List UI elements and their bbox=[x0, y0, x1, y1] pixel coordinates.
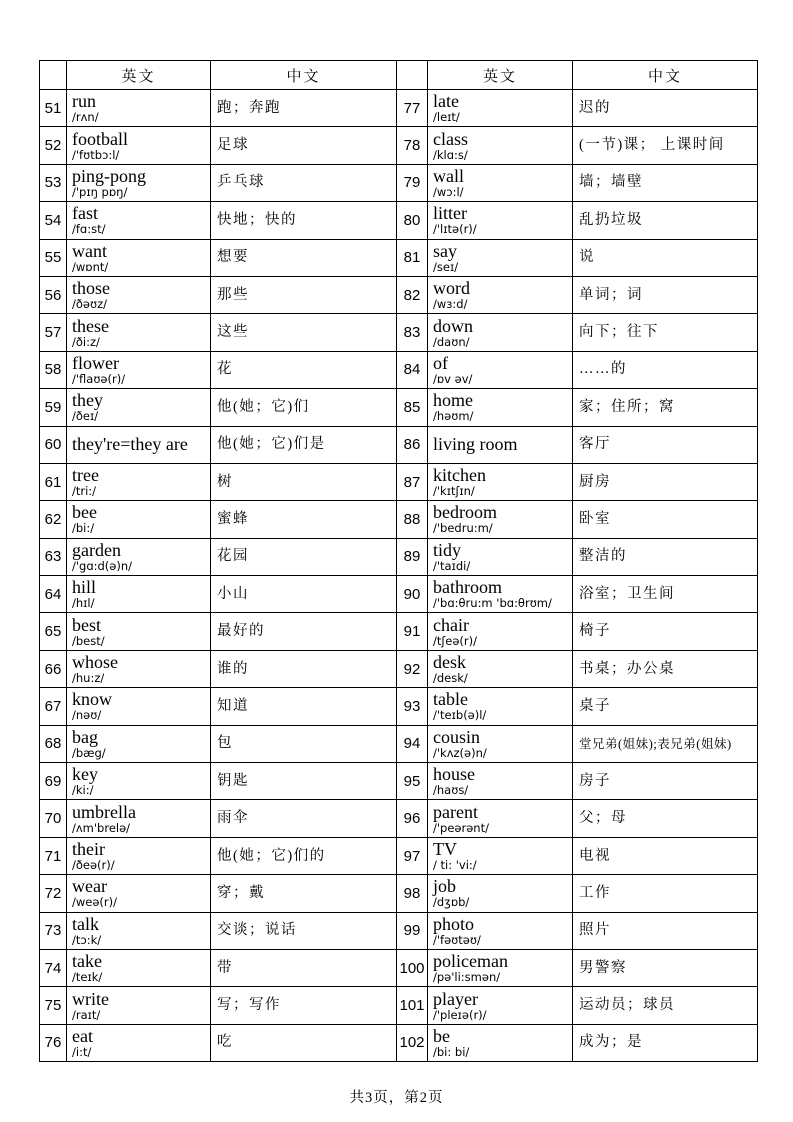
table-row bbox=[40, 912, 758, 949]
english-word: wall bbox=[433, 165, 464, 186]
row-number: 66 bbox=[40, 650, 67, 687]
chinese-meaning: 厨房 bbox=[573, 463, 758, 500]
chinese-meaning: 蜜蜂 bbox=[211, 501, 397, 538]
row-number: 53 bbox=[40, 164, 67, 201]
vocab-table-body bbox=[40, 90, 758, 1062]
row-number: 94 bbox=[397, 725, 428, 762]
phonetic: /klɑ:s/ bbox=[433, 147, 468, 162]
table-row bbox=[40, 650, 758, 687]
chinese-meaning: 足球 bbox=[211, 127, 397, 164]
row-number: 98 bbox=[397, 875, 428, 912]
english-word: wear bbox=[72, 876, 107, 897]
row-number: 56 bbox=[40, 276, 67, 313]
chinese-meaning: 这些 bbox=[211, 314, 397, 351]
english-word: policeman bbox=[433, 951, 508, 972]
english-word: house bbox=[433, 764, 475, 785]
english-word: whose bbox=[72, 652, 118, 673]
phonetic: /dʒɒb/ bbox=[433, 895, 470, 910]
english-cell bbox=[67, 576, 211, 613]
row-number: 93 bbox=[397, 688, 428, 725]
english-word: parent bbox=[433, 801, 478, 822]
phonetic: /hu:z/ bbox=[72, 671, 105, 686]
english-word: home bbox=[433, 390, 473, 411]
english-word: late bbox=[433, 91, 459, 112]
row-number: 85 bbox=[397, 389, 428, 426]
phonetic: /weə(r)/ bbox=[72, 895, 118, 910]
phonetic: /'taɪdi/ bbox=[433, 558, 471, 573]
english-word: those bbox=[72, 278, 110, 299]
chinese-meaning: 他(她；它)们的 bbox=[211, 837, 397, 874]
english-word: tree bbox=[72, 465, 99, 486]
phonetic: /'bɑ:θru:m 'bɑ:θrʊm/ bbox=[433, 596, 552, 611]
english-cell bbox=[428, 576, 573, 613]
chinese-meaning: 堂兄弟(姐妹);表兄弟(姐妹) bbox=[573, 725, 758, 762]
phonetic: /'flaʊə(r)/ bbox=[72, 371, 126, 386]
english-word: living room bbox=[433, 434, 518, 455]
phonetic: /'bedru:m/ bbox=[433, 521, 493, 536]
phonetic: /tʃeə(r)/ bbox=[433, 633, 477, 648]
header-english-left: 英文 bbox=[67, 61, 211, 90]
phonetic: /bi: bi/ bbox=[433, 1044, 470, 1059]
phonetic: /desk/ bbox=[433, 671, 468, 686]
english-word: write bbox=[72, 988, 109, 1009]
english-cell bbox=[428, 538, 573, 575]
english-word: say bbox=[433, 240, 457, 261]
english-cell bbox=[428, 725, 573, 762]
phonetic: /i:t/ bbox=[72, 1044, 92, 1059]
header-row bbox=[40, 61, 758, 90]
english-cell bbox=[428, 239, 573, 276]
chinese-meaning: 他(她；它)们 bbox=[211, 389, 397, 426]
english-cell bbox=[67, 763, 211, 800]
english-cell bbox=[67, 389, 211, 426]
english-word: bedroom bbox=[433, 502, 497, 523]
page-footer: 共3页，第2页 bbox=[349, 1090, 444, 1106]
english-word: they're=they are bbox=[72, 434, 188, 455]
phonetic: /wɜ:d/ bbox=[433, 297, 468, 312]
table-row bbox=[40, 127, 758, 164]
chinese-meaning: 花园 bbox=[211, 538, 397, 575]
chinese-meaning: 花 bbox=[211, 351, 397, 388]
row-number: 60 bbox=[40, 426, 67, 463]
row-number: 101 bbox=[397, 987, 428, 1024]
english-word: bee bbox=[72, 502, 97, 523]
english-cell bbox=[428, 127, 573, 164]
row-number: 83 bbox=[397, 314, 428, 351]
phonetic: /fɑ:st/ bbox=[72, 222, 106, 237]
row-number: 57 bbox=[40, 314, 67, 351]
english-cell bbox=[428, 650, 573, 687]
row-number: 76 bbox=[40, 1024, 67, 1061]
english-cell bbox=[428, 987, 573, 1024]
phonetic: /ðeə(r)/ bbox=[72, 858, 115, 872]
table-row bbox=[40, 239, 758, 276]
row-number: 90 bbox=[397, 576, 428, 613]
row-number: 89 bbox=[397, 538, 428, 575]
row-number: 87 bbox=[397, 463, 428, 500]
english-word: down bbox=[433, 315, 473, 336]
chinese-meaning: 穿；戴 bbox=[211, 875, 397, 912]
english-cell bbox=[67, 949, 211, 986]
table-row bbox=[40, 276, 758, 313]
english-word: desk bbox=[433, 652, 466, 673]
phonetic: /leɪt/ bbox=[433, 110, 460, 125]
chinese-meaning: 带 bbox=[211, 949, 397, 986]
phonetic: /nəʊ/ bbox=[72, 708, 102, 723]
row-number: 51 bbox=[40, 90, 67, 127]
phonetic: /rʌn/ bbox=[72, 110, 99, 125]
english-cell bbox=[428, 276, 573, 313]
header-english-right: 英文 bbox=[428, 61, 573, 90]
row-number: 54 bbox=[40, 202, 67, 239]
row-number: 73 bbox=[40, 912, 67, 949]
table-row bbox=[40, 763, 758, 800]
table-row bbox=[40, 501, 758, 538]
header-chinese-left: 中文 bbox=[211, 61, 397, 90]
table-row bbox=[40, 463, 758, 500]
english-word: be bbox=[433, 1025, 450, 1046]
chinese-meaning: 交谈；说话 bbox=[211, 912, 397, 949]
table-row bbox=[40, 90, 758, 127]
row-number: 65 bbox=[40, 613, 67, 650]
phonetic: /raɪt/ bbox=[72, 1007, 101, 1022]
english-cell bbox=[428, 90, 573, 127]
chinese-meaning: 客厅 bbox=[573, 426, 758, 463]
header-chinese-right: 中文 bbox=[573, 61, 758, 90]
row-number: 64 bbox=[40, 576, 67, 613]
english-cell bbox=[428, 688, 573, 725]
phonetic: /pə'li:smən/ bbox=[433, 970, 501, 985]
chinese-meaning: 跑；奔跑 bbox=[211, 90, 397, 127]
english-cell bbox=[428, 800, 573, 837]
english-cell bbox=[428, 202, 573, 239]
phonetic: /hɪl/ bbox=[72, 596, 95, 611]
chinese-meaning: 桌子 bbox=[573, 688, 758, 725]
english-word: TV bbox=[433, 839, 457, 859]
phonetic: /'fəʊtəʊ/ bbox=[433, 932, 481, 947]
row-number: 84 bbox=[397, 351, 428, 388]
english-cell bbox=[67, 987, 211, 1024]
row-number: 78 bbox=[397, 127, 428, 164]
row-number: 52 bbox=[40, 127, 67, 164]
chinese-meaning: 工作 bbox=[573, 875, 758, 912]
row-number: 71 bbox=[40, 837, 67, 874]
table-row bbox=[40, 837, 758, 874]
table-row bbox=[40, 576, 758, 613]
english-word: key bbox=[72, 764, 98, 785]
english-cell bbox=[67, 426, 211, 463]
chinese-meaning: 房子 bbox=[573, 763, 758, 800]
chinese-meaning: 迟的 bbox=[573, 90, 758, 127]
row-number: 55 bbox=[40, 239, 67, 276]
chinese-meaning: 那些 bbox=[211, 276, 397, 313]
english-cell bbox=[67, 688, 211, 725]
table-row bbox=[40, 1024, 758, 1061]
english-cell bbox=[428, 351, 573, 388]
row-number: 82 bbox=[397, 276, 428, 313]
english-cell bbox=[67, 90, 211, 127]
english-cell bbox=[67, 463, 211, 500]
english-word: cousin bbox=[433, 726, 480, 747]
phonetic: /ɒv əv/ bbox=[433, 371, 473, 386]
chinese-meaning: 最好的 bbox=[211, 613, 397, 650]
english-word: flower bbox=[72, 352, 119, 373]
phonetic: /'fʊtbɔ:l/ bbox=[72, 147, 120, 162]
table-row bbox=[40, 202, 758, 239]
chinese-meaning: 谁的 bbox=[211, 650, 397, 687]
row-number: 58 bbox=[40, 351, 67, 388]
phonetic: /tɔ:k/ bbox=[72, 932, 102, 947]
english-word: run bbox=[72, 91, 96, 112]
english-cell bbox=[67, 202, 211, 239]
table-row bbox=[40, 164, 758, 201]
chinese-meaning: 单词；词 bbox=[573, 276, 758, 313]
row-number: 95 bbox=[397, 763, 428, 800]
row-number: 74 bbox=[40, 949, 67, 986]
english-cell bbox=[67, 1024, 211, 1061]
table-row bbox=[40, 949, 758, 986]
english-cell bbox=[428, 463, 573, 500]
phonetic: /'kʌz(ə)n/ bbox=[433, 745, 487, 760]
english-word: umbrella bbox=[72, 801, 136, 822]
english-word: know bbox=[72, 689, 112, 710]
english-cell bbox=[67, 501, 211, 538]
english-cell bbox=[67, 164, 211, 201]
english-cell bbox=[428, 1024, 573, 1061]
row-number: 70 bbox=[40, 800, 67, 837]
phonetic: /'pɪŋ pɒŋ/ bbox=[72, 184, 128, 199]
row-number: 80 bbox=[397, 202, 428, 239]
english-cell bbox=[67, 314, 211, 351]
chinese-meaning: 知道 bbox=[211, 688, 397, 725]
english-cell bbox=[428, 314, 573, 351]
table-row bbox=[40, 351, 758, 388]
chinese-meaning: 成为；是 bbox=[573, 1024, 758, 1061]
chinese-meaning: 树 bbox=[211, 463, 397, 500]
english-word: bag bbox=[72, 726, 98, 747]
english-word: fast bbox=[72, 203, 98, 224]
chinese-meaning: 向下；往下 bbox=[573, 314, 758, 351]
english-word: talk bbox=[72, 913, 99, 934]
english-word: photo bbox=[433, 913, 475, 934]
english-word: eat bbox=[72, 1025, 93, 1046]
chinese-meaning: 父；母 bbox=[573, 800, 758, 837]
english-word: football bbox=[72, 128, 128, 149]
english-word: they bbox=[72, 390, 103, 411]
row-number: 100 bbox=[397, 949, 428, 986]
row-number: 77 bbox=[397, 90, 428, 127]
english-cell bbox=[67, 239, 211, 276]
chinese-meaning: 说 bbox=[573, 239, 758, 276]
phonetic: /həʊm/ bbox=[433, 409, 474, 424]
phonetic: /ʌm'brelə/ bbox=[72, 820, 131, 835]
phonetic: /seɪ/ bbox=[433, 259, 459, 274]
english-cell bbox=[67, 725, 211, 762]
english-word: of bbox=[433, 352, 448, 373]
chinese-meaning: 卧室 bbox=[573, 501, 758, 538]
row-number: 63 bbox=[40, 538, 67, 575]
phonetic: /haʊs/ bbox=[433, 783, 469, 798]
phonetic: /'teɪb(ə)l/ bbox=[433, 708, 487, 723]
chinese-meaning: 照片 bbox=[573, 912, 758, 949]
row-number: 88 bbox=[397, 501, 428, 538]
english-cell bbox=[67, 538, 211, 575]
phonetic: /daʊn/ bbox=[433, 334, 470, 349]
row-number: 96 bbox=[397, 800, 428, 837]
chinese-meaning: 写；写作 bbox=[211, 987, 397, 1024]
english-word: take bbox=[72, 951, 102, 972]
phonetic: /wɔ:l/ bbox=[433, 184, 464, 199]
row-number: 67 bbox=[40, 688, 67, 725]
chinese-meaning: 男警察 bbox=[573, 949, 758, 986]
row-number: 97 bbox=[397, 837, 428, 874]
table-row bbox=[40, 800, 758, 837]
row-number: 92 bbox=[397, 650, 428, 687]
table-row bbox=[40, 538, 758, 575]
header-number-right bbox=[397, 61, 428, 90]
chinese-meaning: 钥匙 bbox=[211, 763, 397, 800]
english-cell bbox=[67, 875, 211, 912]
table-row bbox=[40, 987, 758, 1024]
english-word: want bbox=[72, 240, 107, 261]
english-cell bbox=[67, 650, 211, 687]
phonetic: /ði:z/ bbox=[72, 334, 100, 349]
chinese-meaning: 浴室；卫生间 bbox=[573, 576, 758, 613]
chinese-meaning: 想要 bbox=[211, 239, 397, 276]
phonetic: /tri:/ bbox=[72, 484, 97, 499]
english-word: hill bbox=[72, 577, 97, 598]
chinese-meaning: 乒乓球 bbox=[211, 164, 397, 201]
english-cell bbox=[67, 837, 211, 874]
english-cell bbox=[428, 837, 573, 874]
chinese-meaning: 家；住所；窝 bbox=[573, 389, 758, 426]
chinese-meaning: 吃 bbox=[211, 1024, 397, 1061]
row-number: 68 bbox=[40, 725, 67, 762]
row-number: 69 bbox=[40, 763, 67, 800]
english-word: best bbox=[72, 614, 101, 635]
phonetic: /'lɪtə(r)/ bbox=[433, 222, 477, 237]
chinese-meaning: 墙；墙壁 bbox=[573, 164, 758, 201]
row-number: 102 bbox=[397, 1024, 428, 1061]
row-number: 91 bbox=[397, 613, 428, 650]
english-word: job bbox=[433, 876, 457, 897]
english-cell bbox=[428, 613, 573, 650]
row-number: 79 bbox=[397, 164, 428, 201]
row-number: 99 bbox=[397, 912, 428, 949]
phonetic: /'peərənt/ bbox=[433, 820, 489, 835]
table-row bbox=[40, 389, 758, 426]
english-cell bbox=[428, 164, 573, 201]
phonetic: /best/ bbox=[72, 633, 105, 648]
chinese-meaning: 椅子 bbox=[573, 613, 758, 650]
english-word: tidy bbox=[433, 539, 462, 560]
row-number: 62 bbox=[40, 501, 67, 538]
phonetic: /bæg/ bbox=[72, 745, 106, 760]
english-word: ping-pong bbox=[72, 165, 146, 186]
vocab-table bbox=[39, 60, 758, 1062]
phonetic: /'kɪtʃɪn/ bbox=[433, 484, 475, 499]
row-number: 72 bbox=[40, 875, 67, 912]
phonetic: / ti: 'vi:/ bbox=[433, 858, 477, 872]
table-row bbox=[40, 613, 758, 650]
english-cell bbox=[67, 800, 211, 837]
english-cell bbox=[67, 351, 211, 388]
phonetic: /bi:/ bbox=[72, 521, 95, 536]
row-number: 75 bbox=[40, 987, 67, 1024]
table-row bbox=[40, 426, 758, 463]
chinese-meaning: 他(她；它)们是 bbox=[211, 426, 397, 463]
english-word: garden bbox=[72, 539, 121, 560]
english-word: litter bbox=[433, 203, 467, 224]
english-cell bbox=[428, 426, 573, 463]
english-cell bbox=[428, 949, 573, 986]
english-word: word bbox=[433, 278, 470, 299]
table-row bbox=[40, 875, 758, 912]
row-number: 61 bbox=[40, 463, 67, 500]
table-row bbox=[40, 314, 758, 351]
english-word: chair bbox=[433, 614, 469, 635]
english-cell bbox=[428, 763, 573, 800]
english-cell bbox=[428, 389, 573, 426]
header-number-left bbox=[40, 61, 67, 90]
chinese-meaning: ……的 bbox=[573, 351, 758, 388]
english-word: these bbox=[72, 315, 109, 336]
table-row bbox=[40, 688, 758, 725]
row-number: 59 bbox=[40, 389, 67, 426]
chinese-meaning: 乱扔垃圾 bbox=[573, 202, 758, 239]
chinese-meaning: 整洁的 bbox=[573, 538, 758, 575]
english-word: table bbox=[433, 689, 468, 710]
english-cell bbox=[67, 613, 211, 650]
english-cell bbox=[428, 875, 573, 912]
table-row bbox=[40, 725, 758, 762]
row-number: 81 bbox=[397, 239, 428, 276]
english-cell bbox=[428, 912, 573, 949]
chinese-meaning: 书桌；办公桌 bbox=[573, 650, 758, 687]
english-word: kitchen bbox=[433, 465, 486, 486]
phonetic: /wɒnt/ bbox=[72, 259, 109, 274]
chinese-meaning: (一节)课； 上课时间 bbox=[573, 127, 758, 164]
english-word: bathroom bbox=[433, 577, 502, 598]
row-number: 86 bbox=[397, 426, 428, 463]
english-cell bbox=[67, 912, 211, 949]
phonetic: /teɪk/ bbox=[72, 970, 103, 985]
phonetic: /'gɑ:d(ə)n/ bbox=[72, 558, 133, 573]
english-cell bbox=[67, 276, 211, 313]
english-cell bbox=[67, 127, 211, 164]
chinese-meaning: 电视 bbox=[573, 837, 758, 874]
english-cell bbox=[428, 501, 573, 538]
phonetic: /ðəʊz/ bbox=[72, 297, 107, 312]
phonetic: /ðeɪ/ bbox=[72, 409, 99, 424]
chinese-meaning: 小山 bbox=[211, 576, 397, 613]
english-word: player bbox=[433, 988, 478, 1009]
chinese-meaning: 包 bbox=[211, 725, 397, 762]
english-word: their bbox=[72, 839, 105, 859]
chinese-meaning: 快地；快的 bbox=[211, 202, 397, 239]
english-word: class bbox=[433, 128, 468, 149]
phonetic: /ki:/ bbox=[72, 783, 94, 798]
chinese-meaning: 运动员；球员 bbox=[573, 987, 758, 1024]
chinese-meaning: 雨伞 bbox=[211, 800, 397, 837]
phonetic: /'pleɪə(r)/ bbox=[433, 1007, 487, 1022]
